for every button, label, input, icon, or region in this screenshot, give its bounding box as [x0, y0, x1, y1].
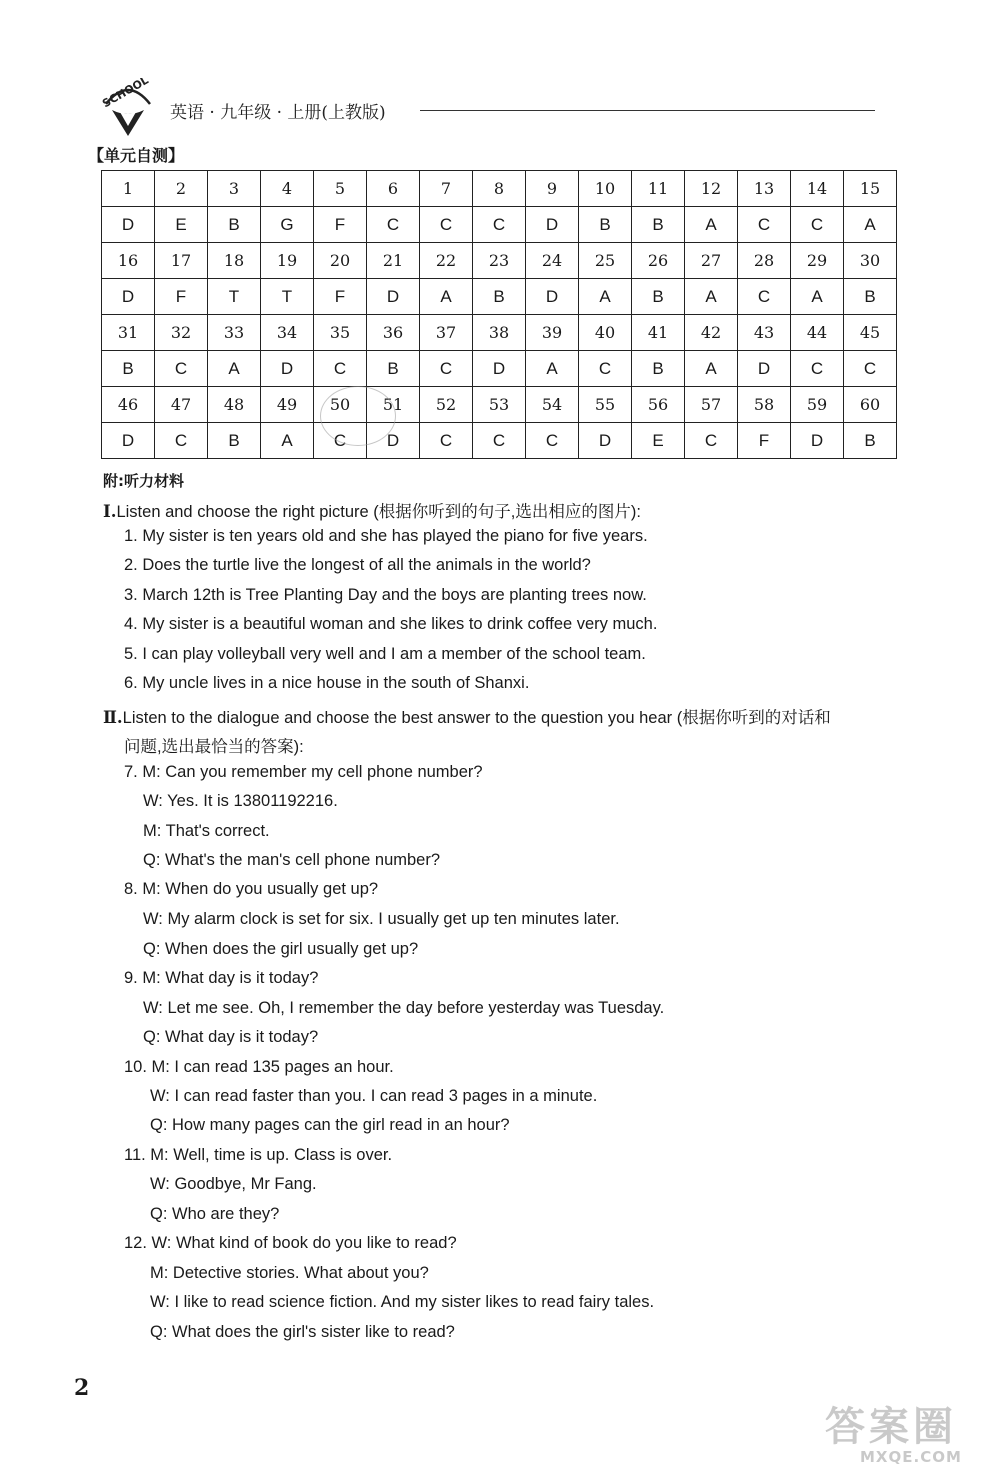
script-line	[124, 880, 378, 899]
question-number-cell: 59	[791, 387, 844, 423]
script-line-text: 10. M: I can read 135 pages an hour.	[124, 1058, 394, 1076]
page-number: 2	[74, 1375, 90, 1401]
answer-cell: A	[526, 351, 579, 387]
question-number-cell: 12	[685, 171, 738, 207]
script-line	[150, 1116, 510, 1135]
script-line	[143, 999, 664, 1018]
question-number-row	[102, 243, 897, 279]
question-number-cell: 40	[579, 315, 632, 351]
question-number-cell: 52	[420, 387, 473, 423]
script-line	[124, 969, 318, 988]
watermark-url: MXQE.COM	[860, 1448, 962, 1466]
question-number-cell: 17	[155, 243, 208, 279]
answer-cell: T	[208, 279, 261, 315]
answer-cell: B	[102, 351, 155, 387]
answer-cell: A	[791, 279, 844, 315]
question-number-cell: 2	[155, 171, 208, 207]
script-line-text: Q: When does the girl usually get up?	[143, 940, 419, 958]
part-numeral: Ⅱ.	[103, 708, 123, 727]
script-line-text: W: I like to read science fiction. And my sister likes to read fairy tales.	[150, 1293, 655, 1311]
answer-cell: F	[314, 207, 367, 243]
script-line	[143, 851, 440, 870]
script-line	[124, 733, 304, 757]
question-number-cell: 8	[473, 171, 526, 207]
question-number-cell: 53	[473, 387, 526, 423]
answer-row	[102, 207, 897, 243]
question-number-cell: 21	[367, 243, 420, 279]
question-number-cell: 26	[632, 243, 685, 279]
question-number-cell: 34	[261, 315, 314, 351]
question-number-cell: 9	[526, 171, 579, 207]
question-number-cell: 46	[102, 387, 155, 423]
answer-cell: A	[685, 279, 738, 315]
script-line	[150, 1323, 455, 1342]
script-line	[124, 586, 647, 605]
script-line	[124, 645, 646, 664]
answer-cell: F	[738, 423, 791, 459]
answer-cell: C	[579, 351, 632, 387]
question-number-cell: 36	[367, 315, 420, 351]
answer-cell: A	[685, 351, 738, 387]
answer-cell: C	[473, 207, 526, 243]
question-number-cell: 51	[367, 387, 420, 423]
script-line	[150, 1293, 654, 1312]
answer-row	[102, 279, 897, 315]
question-number-cell: 1	[102, 171, 155, 207]
answer-table	[101, 170, 897, 459]
script-line-text: 11. M: Well, time is up. Class is over.	[124, 1146, 393, 1164]
question-number-cell: 58	[738, 387, 791, 423]
answer-row	[102, 423, 897, 459]
answer-cell: C	[155, 423, 208, 459]
answer-cell: E	[632, 423, 685, 459]
question-number-cell: 47	[155, 387, 208, 423]
question-number-cell: 43	[738, 315, 791, 351]
answer-cell: B	[579, 207, 632, 243]
answer-cell: C	[526, 423, 579, 459]
script-line-text: 7. M: Can you remember my cell phone number?	[124, 763, 483, 781]
script-line	[103, 498, 641, 522]
question-number-cell: 44	[791, 315, 844, 351]
section-heading: 【单元自测】	[88, 146, 185, 165]
answer-cell: B	[367, 351, 420, 387]
answer-cell: A	[579, 279, 632, 315]
answer-cell: C	[791, 207, 844, 243]
script-line	[124, 1234, 457, 1253]
script-line-text: W: Goodbye, Mr Fang.	[150, 1175, 317, 1193]
question-number-cell: 42	[685, 315, 738, 351]
question-number-cell: 38	[473, 315, 526, 351]
answer-cell: C	[738, 207, 791, 243]
question-number-cell: 30	[844, 243, 897, 279]
script-line-text: Listen and choose the right picture (根据你听到的句子,选出相应的图片):	[116, 503, 641, 521]
script-line	[124, 615, 657, 634]
script-line	[150, 1087, 597, 1106]
script-line-text: Q: What does the girl's sister like to read?	[150, 1323, 455, 1341]
script-line	[124, 674, 529, 693]
answer-cell: D	[791, 423, 844, 459]
answer-cell: D	[738, 351, 791, 387]
book-title: 英语 · 九年级 · 上册(上教版)	[170, 103, 386, 123]
question-number-row	[102, 171, 897, 207]
question-number-cell: 20	[314, 243, 367, 279]
question-number-row	[102, 315, 897, 351]
answer-cell: G	[261, 207, 314, 243]
answer-cell: D	[102, 423, 155, 459]
answer-cell: D	[367, 423, 420, 459]
answer-cell: D	[367, 279, 420, 315]
question-number-cell: 37	[420, 315, 473, 351]
answer-cell: C	[420, 207, 473, 243]
question-number-cell: 54	[526, 387, 579, 423]
question-number-cell: 15	[844, 171, 897, 207]
question-number-cell: 57	[685, 387, 738, 423]
appendix-heading: 附:听力材料	[103, 472, 184, 490]
question-number-cell: 41	[632, 315, 685, 351]
question-number-cell: 55	[579, 387, 632, 423]
script-line	[143, 1028, 318, 1047]
script-line-text: 8. M: When do you usually get up?	[124, 880, 379, 898]
script-line	[143, 822, 270, 841]
question-number-cell: 48	[208, 387, 261, 423]
answer-cell: C	[473, 423, 526, 459]
script-line-text: 9. M: What day is it today?	[124, 969, 319, 987]
answer-cell: A	[844, 207, 897, 243]
question-number-cell: 11	[632, 171, 685, 207]
question-number-cell: 25	[579, 243, 632, 279]
question-number-cell: 7	[420, 171, 473, 207]
question-number-cell: 27	[685, 243, 738, 279]
answer-cell: B	[632, 207, 685, 243]
answer-cell: B	[208, 207, 261, 243]
question-number-cell: 5	[314, 171, 367, 207]
answer-cell: B	[844, 423, 897, 459]
script-line	[150, 1205, 279, 1224]
stamp-seal	[320, 386, 396, 446]
logo-text: SCHOOL	[100, 78, 151, 111]
script-line-text: 5. I can play volleyball very well and I am a member of the school team.	[124, 645, 646, 663]
answer-cell: C	[314, 351, 367, 387]
question-number-cell: 39	[526, 315, 579, 351]
answer-cell: B	[632, 279, 685, 315]
answer-cell: A	[420, 279, 473, 315]
question-number-cell: 18	[208, 243, 261, 279]
script-line-text: Listen to the dialogue and choose the best answer to the question you hear (根据你听到的对话和	[122, 709, 831, 727]
question-number-cell: 13	[738, 171, 791, 207]
answer-cell: C	[155, 351, 208, 387]
question-number-cell: 4	[261, 171, 314, 207]
header-rule	[420, 110, 875, 111]
script-line	[124, 1058, 394, 1077]
script-line	[150, 1175, 317, 1194]
answer-cell: D	[526, 279, 579, 315]
answer-cell: E	[155, 207, 208, 243]
script-line-text: W: Yes. It is 13801192216.	[143, 792, 338, 810]
script-line-text: 2. Does the turtle live the longest of all the animals in the world?	[124, 556, 591, 574]
script-line-text: W: My alarm clock is set for six. I usually get up ten minutes later.	[143, 910, 620, 928]
question-number-cell: 31	[102, 315, 155, 351]
answer-row	[102, 351, 897, 387]
answer-cell: B	[208, 423, 261, 459]
script-line-text: M: That's correct.	[143, 822, 270, 840]
script-line-text: 12. W: What kind of book do you like to read?	[124, 1234, 457, 1252]
script-line	[103, 704, 831, 728]
script-line-text: M: Detective stories. What about you?	[150, 1264, 429, 1282]
question-number-cell: 45	[844, 315, 897, 351]
answer-cell: F	[314, 279, 367, 315]
script-line	[150, 1264, 429, 1283]
question-number-cell: 49	[261, 387, 314, 423]
answer-cell: D	[579, 423, 632, 459]
question-number-cell: 35	[314, 315, 367, 351]
script-line-text: Q: How many pages can the girl read in an hour?	[150, 1116, 510, 1134]
script-line-text: 3. March 12th is Tree Planting Day and the boys are planting trees now.	[124, 586, 647, 604]
script-line-text: 6. My uncle lives in a nice house in the south of Shanxi.	[124, 674, 530, 692]
script-line-text: 4. My sister is a beautiful woman and she likes to drink coffee very much.	[124, 615, 658, 633]
question-number-cell: 23	[473, 243, 526, 279]
script-line-text: Q: What day is it today?	[143, 1028, 319, 1046]
question-number-cell: 50	[314, 387, 367, 423]
script-line	[143, 910, 620, 929]
script-line	[143, 940, 418, 959]
question-number-cell: 22	[420, 243, 473, 279]
question-number-cell: 33	[208, 315, 261, 351]
question-number-cell: 6	[367, 171, 420, 207]
answer-cell: D	[473, 351, 526, 387]
question-number-cell: 3	[208, 171, 261, 207]
question-number-cell: 19	[261, 243, 314, 279]
part-numeral: Ⅰ.	[103, 502, 117, 521]
question-number-row	[102, 387, 897, 423]
script-line	[124, 1146, 392, 1165]
watermark-logo: 答案圈	[825, 1404, 957, 1450]
answer-cell: B	[632, 351, 685, 387]
script-line-text: Q: What's the man's cell phone number?	[143, 851, 441, 869]
script-line-text: 1. My sister is ten years old and she has played the piano for five years.	[124, 527, 648, 545]
answer-cell: C	[685, 423, 738, 459]
script-line	[143, 792, 338, 811]
question-number-cell: 24	[526, 243, 579, 279]
script-line-text: 问题,选出最恰当的答案):	[124, 738, 304, 756]
script-line	[124, 527, 648, 546]
question-number-cell: 14	[791, 171, 844, 207]
script-line-text: Q: Who are they?	[150, 1205, 280, 1223]
script-line-text: W: Let me see. Oh, I remember the day before yesterday was Tuesday.	[143, 999, 665, 1017]
school-logo	[98, 78, 158, 140]
answer-cell: D	[102, 207, 155, 243]
answer-cell: A	[685, 207, 738, 243]
answer-cell: C	[314, 423, 367, 459]
answer-cell: C	[844, 351, 897, 387]
answer-cell: D	[102, 279, 155, 315]
answer-cell: T	[261, 279, 314, 315]
answer-cell: B	[473, 279, 526, 315]
answer-cell: C	[791, 351, 844, 387]
answer-cell: B	[844, 279, 897, 315]
script-line-text: W: I can read faster than you. I can read 3 pages in a minute.	[150, 1087, 598, 1105]
question-number-cell: 16	[102, 243, 155, 279]
question-number-cell: 28	[738, 243, 791, 279]
answer-cell: C	[420, 423, 473, 459]
question-number-cell: 10	[579, 171, 632, 207]
script-line	[124, 763, 483, 782]
answer-cell: A	[208, 351, 261, 387]
answer-cell: D	[261, 351, 314, 387]
answer-cell: C	[367, 207, 420, 243]
answer-cell: F	[155, 279, 208, 315]
script-line	[124, 556, 591, 575]
question-number-cell: 32	[155, 315, 208, 351]
question-number-cell: 56	[632, 387, 685, 423]
answer-cell: D	[526, 207, 579, 243]
question-number-cell: 29	[791, 243, 844, 279]
answer-cell: C	[420, 351, 473, 387]
answer-cell: A	[261, 423, 314, 459]
answer-cell: C	[738, 279, 791, 315]
question-number-cell: 60	[844, 387, 897, 423]
